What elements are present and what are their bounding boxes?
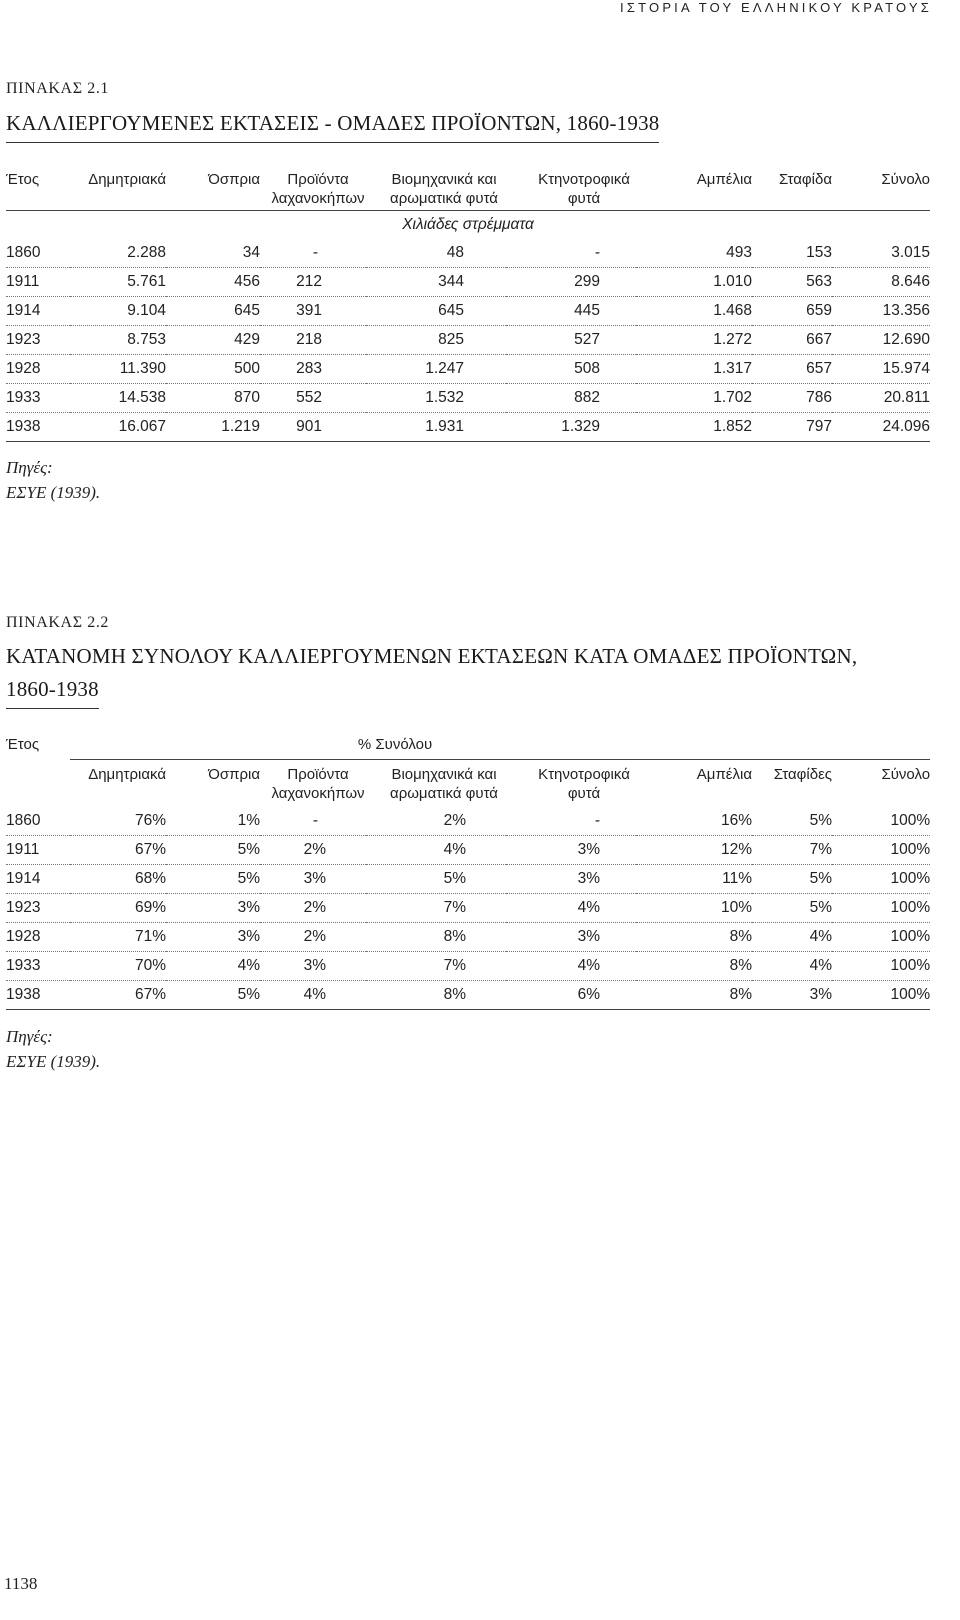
page-number: 1138	[4, 1574, 38, 1593]
table-1-sources-label: Πηγές:	[6, 458, 53, 477]
t2-cell: 3%	[506, 923, 636, 952]
t1-header-industrial-plants	[366, 170, 506, 210]
t2-cell: 16%	[636, 807, 752, 836]
t2-header-legumes: Όσπρια	[208, 766, 260, 783]
t2-cell: 67%	[70, 981, 166, 1010]
t2-cell: 4%	[366, 836, 506, 865]
t2-cell: 1923	[6, 894, 70, 923]
t2-header-total: Σύνολο	[881, 766, 931, 783]
t2-cell: 8%	[366, 923, 506, 952]
t1-unit-label: Χιλιάδες στρέμματα	[402, 215, 534, 233]
t1-cell: 645	[166, 296, 260, 325]
t2-cell: 1914	[6, 865, 70, 894]
t2-cell: 1928	[6, 923, 70, 952]
t1-cell: 1.272	[636, 325, 752, 354]
table-row	[6, 239, 930, 268]
t1-cell: 825	[366, 325, 506, 354]
t1-cell: 1938	[6, 412, 70, 441]
t1-cell: 15.974	[832, 354, 930, 383]
t1-header-currant: Σταφίδα	[752, 170, 832, 210]
t2-cell: 2%	[366, 807, 506, 836]
t2-header-industrial-plants	[366, 765, 506, 807]
t2-cell: 1938	[6, 981, 70, 1010]
t1-cell: 1928	[6, 354, 70, 383]
t1-cell: 8.753	[70, 325, 166, 354]
t1-cell: 283	[260, 354, 366, 383]
t2-cell: 100%	[832, 807, 930, 836]
t2-cell: 8%	[636, 952, 752, 981]
table-2-sources-text: ΕΣΥΕ (1939).	[6, 1052, 101, 1071]
t1-cell: 1.329	[506, 412, 636, 441]
t2-cell: 8%	[366, 981, 506, 1010]
t1-cell: 493	[636, 239, 752, 268]
t1-header-total: Σύνολο	[832, 170, 930, 210]
t2-cell: 68%	[70, 865, 166, 894]
t2-cell: 100%	[832, 865, 930, 894]
t2-cell: 6%	[506, 981, 636, 1010]
t1-cell: 445	[506, 296, 636, 325]
t2-cell: 1%	[166, 807, 260, 836]
t1-cell: 1.532	[366, 383, 506, 412]
t2-cell: 12%	[636, 836, 752, 865]
table-1-label: ΠΙΝΑΚΑΣ 2.1	[6, 80, 110, 97]
t1-cell: 1.010	[636, 267, 752, 296]
t1-header-legumes: Όσπρια	[166, 170, 260, 210]
t1-cell: 20.811	[832, 383, 930, 412]
t2-cell: 3%	[506, 836, 636, 865]
t2-cell: 69%	[70, 894, 166, 923]
t2-cell: 7%	[752, 836, 832, 865]
table-row	[6, 894, 930, 923]
t2-cell: 1933	[6, 952, 70, 981]
table-1-title	[6, 107, 659, 143]
t2-cell: 5%	[366, 865, 506, 894]
t1-cell: 645	[366, 296, 506, 325]
table-2-label: ΠΙΝΑΚΑΣ 2.2	[6, 614, 110, 631]
t1-cell: 1.702	[636, 383, 752, 412]
t1-cell: 500	[166, 354, 260, 383]
t2-cell: 4%	[166, 952, 260, 981]
t2-cell: 7%	[366, 952, 506, 981]
t2-cell: 8%	[636, 923, 752, 952]
t1-cell: 1933	[6, 383, 70, 412]
t1-cell: 212	[260, 267, 366, 296]
t2-header-industrial-plants-text: Βιομηχανικά και αρωματικά φυτά	[390, 766, 498, 802]
table-row	[6, 836, 930, 865]
t1-cell: 1923	[6, 325, 70, 354]
table-1-sources	[6, 455, 100, 505]
t1-cell: 24.096	[832, 412, 930, 441]
t2-header-group	[70, 735, 930, 759]
t1-cell: 9.104	[70, 296, 166, 325]
t1-cell: 901	[260, 412, 366, 441]
table-2	[6, 735, 930, 1010]
t1-cell: 456	[166, 267, 260, 296]
t1-cell: 1.931	[366, 412, 506, 441]
t2-header-garden-products	[260, 765, 366, 807]
t1-cell: 12.690	[832, 325, 930, 354]
t2-header-cereals: Δημητριακά	[88, 766, 166, 783]
t2-cell: 100%	[832, 836, 930, 865]
t1-cell: 870	[166, 383, 260, 412]
t2-cell: 10%	[636, 894, 752, 923]
t1-cell: 34	[166, 239, 260, 268]
t1-cell: 552	[260, 383, 366, 412]
t2-cell: 3%	[260, 865, 366, 894]
t2-cell: 8%	[636, 981, 752, 1010]
t1-cell: 5.761	[70, 267, 166, 296]
t1-cell: 1860	[6, 239, 70, 268]
table-2-title-line1: ΚΑΤΑΝΟΜΗ ΣΥΝΟΛΟΥ ΚΑΛΛΙΕΡΓΟΥΜΕΝΩΝ ΕΚΤΑΣΕΩΝ ΚΑΤΑ ΟΜΑΔΕΣ ΠΡΟΪΟΝΤΩΝ,	[6, 644, 858, 668]
t2-cell: 100%	[832, 981, 930, 1010]
t1-cell: 13.356	[832, 296, 930, 325]
t2-cell: 3%	[166, 923, 260, 952]
t2-cell: 76%	[70, 807, 166, 836]
table-row	[6, 981, 930, 1010]
t2-cell: 5%	[166, 836, 260, 865]
t1-cell: 2.288	[70, 239, 166, 268]
t2-header-fodder-plants-text: Κτηνοτροφικά φυτά	[538, 766, 630, 802]
table-row	[6, 383, 930, 412]
t1-header-fodder-plants-text: Κτηνοτροφικά φυτά	[538, 171, 630, 207]
t2-cell: 71%	[70, 923, 166, 952]
t1-cell: -	[506, 239, 636, 268]
t1-cell: 299	[506, 267, 636, 296]
t2-cell: 2%	[260, 894, 366, 923]
t1-header-fodder-plants	[506, 170, 636, 210]
table-row	[6, 412, 930, 441]
t2-cell: 4%	[506, 952, 636, 981]
t2-cell: 3%	[506, 865, 636, 894]
table-2-sources	[6, 1024, 100, 1074]
t1-cell: 797	[752, 412, 832, 441]
t1-cell: 1914	[6, 296, 70, 325]
t2-cell: 2%	[260, 923, 366, 952]
t1-cell: 659	[752, 296, 832, 325]
t2-header-currants: Σταφίδες	[773, 766, 832, 783]
t1-cell: 153	[752, 239, 832, 268]
t2-cell: 100%	[832, 952, 930, 981]
table-row	[6, 296, 930, 325]
t2-header-fodder-plants	[506, 765, 636, 807]
t1-header-vineyards: Αμπέλια	[636, 170, 752, 210]
t2-header-vineyards: Αμπέλια	[696, 766, 752, 783]
t1-cell: -	[260, 239, 366, 268]
t1-cell: 527	[506, 325, 636, 354]
t1-cell: 508	[506, 354, 636, 383]
t1-cell: 48	[366, 239, 506, 268]
t1-cell: 882	[506, 383, 636, 412]
table-row	[6, 952, 930, 981]
t1-cell: 8.646	[832, 267, 930, 296]
t2-cell: 1911	[6, 836, 70, 865]
t2-cell: 3%	[752, 981, 832, 1010]
t1-cell: 14.538	[70, 383, 166, 412]
table-1	[6, 170, 930, 442]
t1-cell: 563	[752, 267, 832, 296]
t1-cell: 1.852	[636, 412, 752, 441]
t1-cell: 391	[260, 296, 366, 325]
t2-cell: 70%	[70, 952, 166, 981]
t1-cell: 1.468	[636, 296, 752, 325]
table-1-sources-text: ΕΣΥΕ (1939).	[6, 483, 101, 502]
t1-cell: 344	[366, 267, 506, 296]
t2-header-group-text: % Συνόλου	[357, 736, 433, 753]
table-row	[6, 923, 930, 952]
t1-cell: 429	[166, 325, 260, 354]
t2-cell: 5%	[752, 894, 832, 923]
t2-cell: 2%	[260, 836, 366, 865]
t2-cell: 11%	[636, 865, 752, 894]
t2-cell: 5%	[752, 865, 832, 894]
running-head: ΙΣΤΟΡΙΑ ΤΟΥ ΕΛΛΗΝΙΚΟΥ ΚΡΑΤΟΥΣ	[620, 0, 932, 15]
t1-cell: 218	[260, 325, 366, 354]
t1-cell: 11.390	[70, 354, 166, 383]
table-2-title-line2: 1860-1938	[6, 673, 99, 709]
t2-cell: 67%	[70, 836, 166, 865]
t1-header-industrial-plants-text: Βιομηχανικά και αρωματικά φυτά	[390, 171, 498, 207]
t1-cell: 1.317	[636, 354, 752, 383]
t1-cell: 16.067	[70, 412, 166, 441]
table-row	[6, 267, 930, 296]
table-row	[6, 865, 930, 894]
t2-header-year: Έτος	[6, 736, 40, 753]
t1-cell: 1.219	[166, 412, 260, 441]
table-2-sources-label: Πηγές:	[6, 1027, 53, 1046]
table-row	[6, 807, 930, 836]
t2-cell: 4%	[260, 981, 366, 1010]
t2-cell: 1860	[6, 807, 70, 836]
t1-cell: 1911	[6, 267, 70, 296]
t1-header-garden-products	[260, 170, 366, 210]
t2-cell: -	[506, 807, 636, 836]
t1-cell: 667	[752, 325, 832, 354]
t2-cell: 100%	[832, 923, 930, 952]
t1-cell: 786	[752, 383, 832, 412]
t2-cell: 4%	[752, 923, 832, 952]
t1-header-cereals: Δημητριακά	[70, 170, 166, 210]
t2-cell: 5%	[752, 807, 832, 836]
table-1-title-text: ΚΑΛΛΙΕΡΓΟΥΜΕΝΕΣ ΕΚΤΑΣΕΙΣ - ΟΜΑΔΕΣ ΠΡΟΪΟΝΤΩΝ, 1860-1938	[6, 107, 659, 143]
table-2-title	[6, 640, 857, 709]
t1-cell: 3.015	[832, 239, 930, 268]
t2-cell: 3%	[260, 952, 366, 981]
t2-cell: 7%	[366, 894, 506, 923]
t1-header-year: Έτος	[6, 170, 70, 210]
t2-cell: 3%	[166, 894, 260, 923]
t2-cell: 5%	[166, 865, 260, 894]
table-row	[6, 325, 930, 354]
t2-header-garden-products-text: Προϊόντα λαχανοκήπων	[271, 766, 365, 802]
t2-cell: -	[260, 807, 366, 836]
t2-cell: 4%	[752, 952, 832, 981]
t2-cell: 5%	[166, 981, 260, 1010]
t2-cell: 4%	[506, 894, 636, 923]
t1-cell: 1.247	[366, 354, 506, 383]
t1-header-garden-products-text: Προϊόντα λαχανοκήπων	[271, 171, 365, 207]
t1-cell: 657	[752, 354, 832, 383]
t2-cell: 100%	[832, 894, 930, 923]
table-row	[6, 354, 930, 383]
